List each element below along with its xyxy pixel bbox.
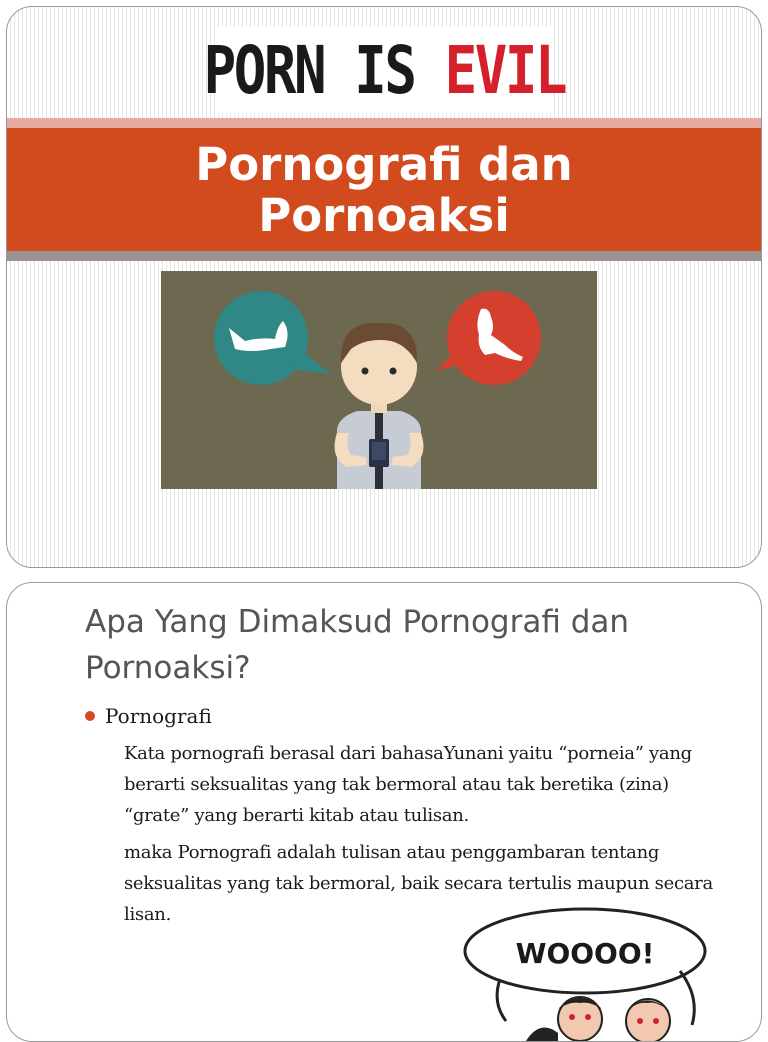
bullet-label: Pornografi	[105, 704, 212, 728]
thought-bubble-right-icon	[436, 291, 541, 385]
thought-bubble-left-icon	[214, 291, 331, 385]
slide-2-title: Apa Yang Dimaksud Pornografi dan Pornoaksi?	[85, 604, 630, 686]
title-band-top-stripe	[7, 118, 761, 128]
definition-paragraph-2: maka Pornografi adalah tulisan atau penggambaran tentang seksualitas yang tak bermoral, baik secara tertulis maupun secara lisan.	[124, 842, 713, 925]
slide-title-line2: Pornoaksi	[258, 188, 510, 242]
logo-text-accent: EVIL	[444, 31, 565, 109]
comic-faces-icon	[526, 997, 670, 1041]
title-band	[7, 128, 761, 251]
slide-title-line1: Pornografi dan	[195, 137, 573, 191]
bullet-item-pornografi	[85, 704, 212, 728]
slide-1	[6, 6, 762, 568]
slide-title	[195, 139, 572, 241]
comic-illustration	[430, 901, 740, 1041]
definition-paragraph-1: Kata pornografi berasal dari bahasaYunani yaitu “porneia” yang berarti seksualitas yang tak bermoral atau tak beretika (zina) “grate” yang berarti kitab atau tulisan.	[124, 743, 692, 826]
comic-exclamation: WOOOO!	[515, 937, 655, 970]
person-with-phone-illustration	[161, 271, 597, 489]
bullet-dot-icon	[85, 711, 95, 721]
porn-is-evil-logo	[203, 27, 565, 113]
logo-text-main: PORN IS	[203, 31, 445, 109]
slide-2	[6, 582, 762, 1042]
person-figure	[335, 323, 424, 489]
title-band-bottom-stripe	[7, 251, 761, 261]
